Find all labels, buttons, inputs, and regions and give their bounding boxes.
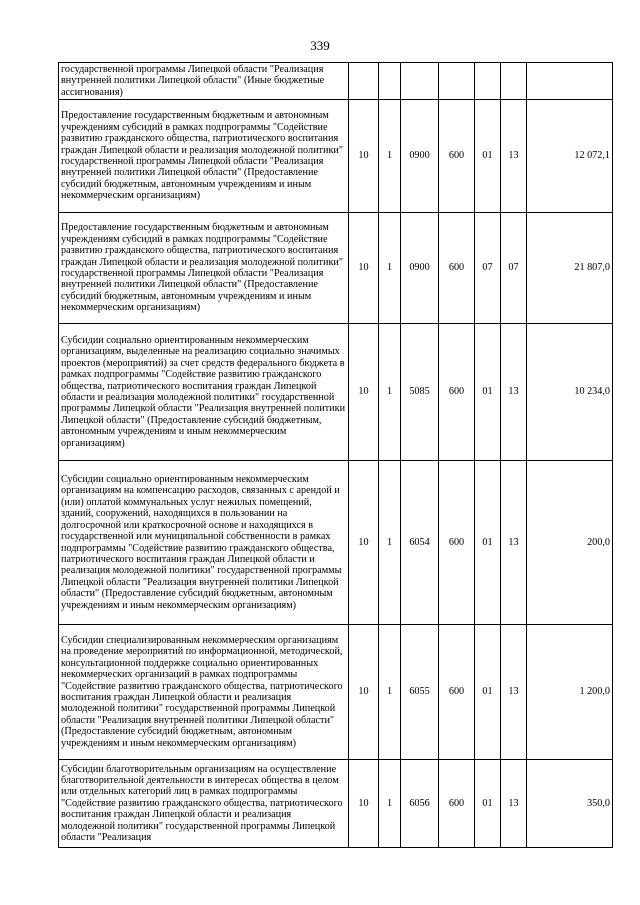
code-subsection: 13: [501, 625, 527, 760]
code-section: 01: [475, 625, 501, 760]
amount: 1 200,0: [527, 625, 613, 760]
table-row: [59, 100, 613, 213]
code-subsection: 13: [501, 100, 527, 213]
code-expense-type: 600: [439, 324, 475, 461]
code-ministry: 10: [349, 100, 379, 213]
code-subprogram: [379, 63, 401, 100]
code-ministry: 10: [349, 324, 379, 461]
code-target-item: 6056: [401, 760, 439, 848]
code-section: 01: [475, 324, 501, 461]
code-expense-type: 600: [439, 100, 475, 213]
code-subprogram: 1: [379, 760, 401, 848]
table-row: [59, 213, 613, 324]
row-description: Субсидии социально ориентированным некоммерческим организациям на компенсацию расходов, связанных с арендой и (или) оплатой коммунальных услуг нежилых помещений, зданий, сооружений, находящихся в пользовании на долгосрочной или краткосрочной основе и находящихся в государственной или муниципальной собственности в рамках подпрограммы "Содействие развитию гражданского общества, патриотического воспитания граждан Липецкой области и реализация молодежной политики" государственной программы Липецкой области "Реализация внутренней политики Липецкой области" (Предоставление субсидий бюджетным, автономным учреждениям и иным некоммерческим организациям): [59, 461, 349, 625]
code-ministry: [349, 63, 379, 100]
code-target-item: 6055: [401, 625, 439, 760]
code-subprogram: 1: [379, 461, 401, 625]
code-target-item: 6054: [401, 461, 439, 625]
row-description: Предоставление государственным бюджетным и автономным учреждениям субсидий в рамках подпрограммы "Содействие развитию гражданского общества, патриотического воспитания граждан Липецкой области и реализация молодежной политики" государственной программы Липецкой области "Реализация внутренней политики Липецкой области" (Предоставление субсидий бюджетным, автономным учреждениям и иным некоммерческим организациям): [59, 213, 349, 324]
code-subsection: 13: [501, 461, 527, 625]
code-subsection: [501, 63, 527, 100]
code-target-item: [401, 63, 439, 100]
amount: 200,0: [527, 461, 613, 625]
code-subsection: 07: [501, 213, 527, 324]
code-subprogram: 1: [379, 324, 401, 461]
code-expense-type: 600: [439, 760, 475, 848]
code-section: 01: [475, 100, 501, 213]
table-row: [59, 760, 613, 848]
row-description: Субсидии благотворительным организациям на осуществление благотворительной деятельности в интересах общества в целом или отдельных категорий лиц в рамках подпрограммы "Содействие развитию гражданского общества, патриотического воспитания граждан Липецкой области и реализация молодежной политики" государственной программы Липецкой области "Реализация: [59, 760, 349, 848]
code-subsection: 13: [501, 760, 527, 848]
amount: 21 807,0: [527, 213, 613, 324]
code-expense-type: 600: [439, 625, 475, 760]
code-subsection: 13: [501, 324, 527, 461]
code-target-item: 0900: [401, 100, 439, 213]
table-row: [59, 625, 613, 760]
code-ministry: 10: [349, 461, 379, 625]
code-section: 07: [475, 213, 501, 324]
code-section: 01: [475, 461, 501, 625]
code-section: 01: [475, 760, 501, 848]
row-description: государственной программы Липецкой области "Реализация внутренней политики Липецкой области" (Иные бюджетные ассигнования): [59, 63, 349, 100]
table-row: [59, 324, 613, 461]
code-expense-type: 600: [439, 213, 475, 324]
code-subprogram: 1: [379, 100, 401, 213]
amount: 350,0: [527, 760, 613, 848]
code-target-item: 0900: [401, 213, 439, 324]
code-subprogram: 1: [379, 213, 401, 324]
code-target-item: 5085: [401, 324, 439, 461]
amount: 10 234,0: [527, 324, 613, 461]
code-subprogram: 1: [379, 625, 401, 760]
code-section: [475, 63, 501, 100]
budget-table: [58, 62, 613, 848]
code-ministry: 10: [349, 760, 379, 848]
table-row: [59, 63, 613, 100]
code-expense-type: 600: [439, 461, 475, 625]
table-row: [59, 461, 613, 625]
code-ministry: 10: [349, 625, 379, 760]
row-description: Субсидии специализированным некоммерческим организациям на проведение мероприятий по информационной, методической, консультационной поддержке социально ориентированных некоммерческих организаций в рамках подпрограммы "Содействие развитию гражданского общества, патриотического воспитания граждан Липецкой области и реализация молодежной политики" государственной программы Липецкой области "Реализация внутренней политики Липецкой области" (Предоставление субсидий бюджетным, автономным учреждениям и иным некоммерческим организациям): [59, 625, 349, 760]
code-expense-type: [439, 63, 475, 100]
code-ministry: 10: [349, 213, 379, 324]
row-description: Субсидии социально ориентированным некоммерческим организациям, выделенные на реализацию социально значимых проектов (мероприятий) за счет средств федерального бюджета в рамках подпрограммы "Содействие развитию гражданского общества, патриотического воспитания граждан Липецкой области и реализация молодежной политики" государственной программы Липецкой области "Реализация внутренней политики Липецкой области" (Предоставление субсидий бюджетным, автономным учреждениям и иным некоммерческим организациям): [59, 324, 349, 461]
row-description: Предоставление государственным бюджетным и автономным учреждениям субсидий в рамках подпрограммы "Содействие развитию гражданского общества, патриотического воспитания граждан Липецкой области и реализация молодежной политики" государственной программы Липецкой области "Реализация внутренней политики Липецкой области" (Предоставление субсидий бюджетным, автономным учреждениям и иным некоммерческим организациям): [59, 100, 349, 213]
page-number: 339: [310, 38, 330, 53]
amount: 12 072,1: [527, 100, 613, 213]
amount: [527, 63, 613, 100]
